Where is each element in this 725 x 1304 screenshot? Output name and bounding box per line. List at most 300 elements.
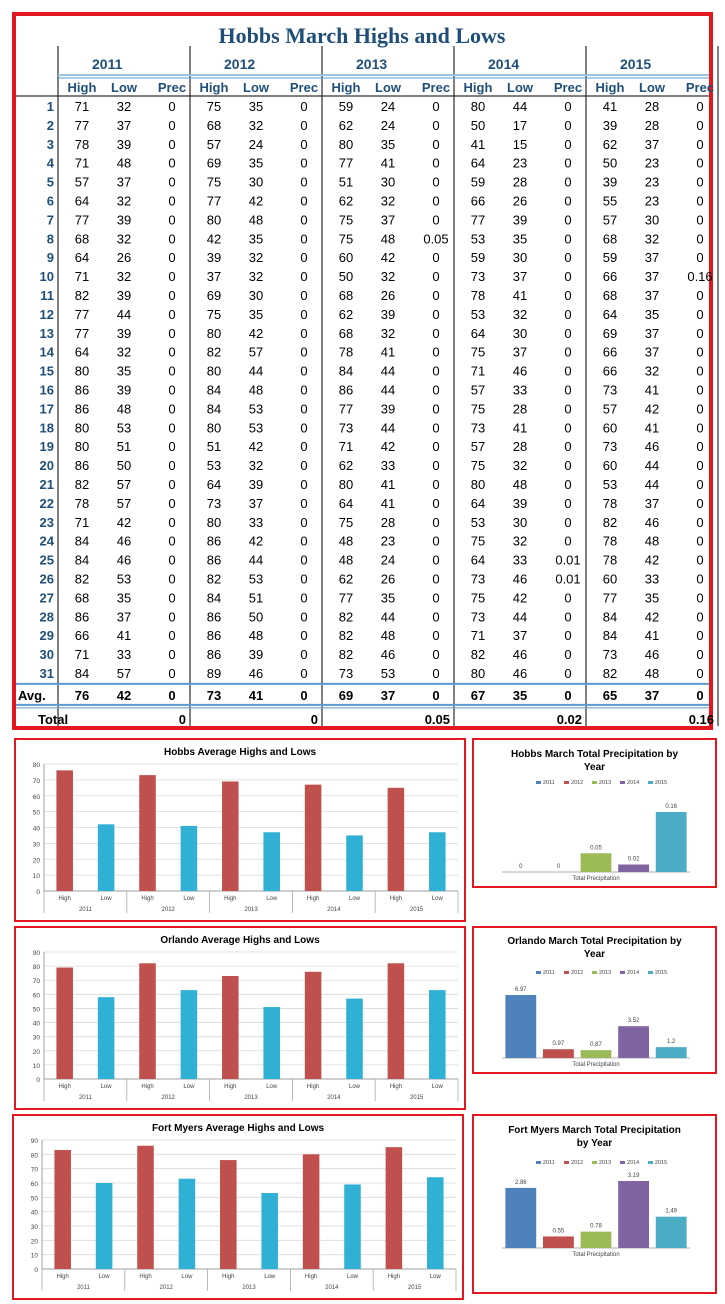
table-cell: 0	[432, 458, 440, 474]
table-cell: 53	[470, 306, 486, 322]
table-cell: 86	[338, 382, 354, 398]
table-cell: 30	[512, 250, 528, 266]
table-cell: 0	[564, 382, 572, 398]
table-cell: 0	[564, 193, 572, 209]
fortmyers-avg-ytick: 60	[30, 1181, 38, 1188]
table-cell: 0	[168, 288, 176, 303]
table-cell: 0	[432, 155, 440, 171]
table-cell: 71	[74, 155, 90, 171]
table-cell: 0	[696, 363, 704, 379]
table-cell: 84	[74, 533, 90, 549]
table-cell: 0	[432, 117, 440, 133]
table-cell: 37	[116, 609, 132, 625]
table-cell: 48	[512, 477, 528, 492]
table-cell: 33	[644, 571, 660, 587]
table-cell: 75	[470, 458, 486, 474]
table-cell: 0	[300, 420, 308, 436]
table-cell: 0	[300, 250, 308, 266]
day-number: 24	[39, 533, 54, 549]
table-cell: 89	[206, 666, 222, 681]
table-cell: 0	[168, 533, 176, 549]
table-cell: 86	[206, 609, 222, 625]
table-cell: 82	[74, 477, 90, 492]
table-cell: 53	[116, 571, 132, 587]
table-cell: 0	[168, 609, 176, 625]
hobbs-avg-bar-high	[388, 788, 405, 891]
table-cell: 71	[74, 647, 90, 663]
fortmyers-avg-ytick: 40	[30, 1209, 38, 1217]
table-cell: 0	[564, 514, 572, 530]
table-cell: 80	[206, 212, 222, 228]
total-cell: 0	[310, 711, 318, 727]
table-cell: 0	[168, 269, 176, 285]
table-cell: 0	[300, 514, 308, 530]
table-cell: 0	[168, 552, 176, 568]
table-cell: 0	[300, 609, 308, 625]
fortmyers-avg-bar-high	[220, 1160, 237, 1269]
orlando-avg-xcat: High	[389, 1084, 403, 1090]
hobbs-avg-chart	[14, 738, 466, 922]
table-cell: 0	[696, 212, 704, 228]
table-cell: 53	[602, 477, 618, 492]
table-cell: 0	[432, 552, 440, 568]
table-cell: 0	[168, 571, 176, 587]
table-cell: 44	[380, 609, 396, 625]
orlando-avg-bar-low	[263, 1007, 280, 1079]
hobbs-avg-ytick: 40	[32, 825, 40, 833]
fortmyers-precip-bar-2013	[581, 1232, 612, 1248]
table-cell: 35	[116, 363, 132, 379]
orlando-avg-ytick: 0	[36, 1077, 40, 1084]
table-cell: 82	[470, 647, 486, 663]
table-cell: 37	[206, 269, 222, 285]
avg-label: Avg.	[18, 687, 46, 703]
hobbs-avg-xcat: High	[141, 896, 154, 902]
day-number: 27	[39, 590, 54, 606]
table-title: Hobbs March Highs and Lows	[218, 23, 506, 48]
table-cell: 0	[564, 495, 572, 511]
table-cell: 77	[74, 117, 90, 133]
table-cell: 0	[300, 477, 308, 492]
table-cell: 0	[300, 117, 308, 133]
hobbs-avg-group-label: 2015	[409, 907, 424, 913]
orlando-precip-bar-2015	[656, 1047, 687, 1058]
hobbs-avg-xcat: Low	[431, 896, 443, 902]
table-cell: 41	[602, 99, 618, 114]
day-number: 30	[39, 647, 54, 663]
table-cell: 41	[512, 288, 528, 303]
day-number: 21	[39, 477, 54, 492]
table-cell: 68	[338, 325, 354, 341]
orlando-avg-group-label: 2011	[78, 1095, 92, 1101]
hobbs-avg-ytick: 20	[32, 857, 40, 865]
table-cell: 0	[432, 495, 440, 511]
orlando-avg-bar-high	[305, 972, 322, 1079]
orlando-precip-bar-2014	[618, 1026, 649, 1058]
table-cell: 57	[206, 136, 222, 152]
hobbs-precip-legend-swatch	[648, 781, 653, 784]
table-cell: 39	[116, 382, 132, 398]
table-cell: 32	[380, 325, 396, 341]
fortmyers-precip-data-label: 0.55	[552, 1228, 565, 1235]
table-cell: 82	[74, 571, 90, 587]
table-cell: 42	[116, 514, 132, 530]
orlando-avg-ytick: 50	[32, 1006, 40, 1014]
avg-cell: 65	[602, 687, 618, 703]
table-cell: 23	[644, 193, 660, 209]
fortmyers-precip-legend-swatch	[648, 1161, 653, 1164]
table-cell: 42	[248, 193, 264, 209]
table-cell: 80	[338, 136, 354, 152]
table-cell: 77	[338, 590, 354, 606]
table-cell: 46	[248, 666, 264, 681]
table-cell: 66	[470, 193, 486, 209]
table-cell: 0	[696, 609, 704, 625]
table-cell: 32	[116, 269, 132, 285]
table-cell: 84	[206, 401, 222, 417]
total-cell: 0.16	[688, 711, 714, 727]
fortmyers-avg-ytick: 10	[30, 1252, 38, 1260]
table-cell: 35	[248, 231, 264, 247]
table-cell: 42	[512, 590, 528, 606]
table-cell: 0	[300, 647, 308, 663]
orlando-precip-legend-swatch	[564, 971, 569, 974]
fortmyers-avg-bar-high	[137, 1146, 154, 1269]
table-cell: 28	[644, 99, 660, 114]
table-cell: 32	[116, 99, 132, 114]
table-cell: 42	[380, 439, 396, 455]
table-cell: 42	[206, 231, 222, 247]
fortmyers-precip-xlabel: Total Precipitation	[572, 1252, 620, 1258]
orlando-precip-legend-swatch	[592, 971, 597, 974]
table-cell: 0	[300, 363, 308, 379]
table-cell: 0	[168, 325, 176, 341]
col-header-prec: Prec	[553, 80, 583, 95]
table-cell: 59	[470, 174, 486, 190]
table-cell: 0	[564, 288, 572, 303]
table-cell: 0	[168, 250, 176, 266]
table-cell: 0	[300, 344, 308, 360]
table-cell: 30	[644, 212, 660, 228]
table-cell: 42	[644, 401, 660, 417]
fortmyers-precip-legend-label: 2012	[571, 1160, 584, 1166]
hobbs-precip-bar-2014	[618, 865, 649, 873]
table-cell: 48	[644, 533, 660, 549]
table-cell: 0	[300, 495, 308, 511]
table-cell: 0	[300, 325, 308, 341]
fortmyers-precip-title: by Year	[576, 1138, 613, 1149]
table-cell: 35	[116, 590, 132, 606]
total-cell: 0.05	[424, 711, 450, 727]
table-cell: 44	[380, 382, 396, 398]
fortmyers-precip-legend-swatch	[536, 1161, 541, 1164]
table-cell: 37	[644, 325, 660, 341]
orlando-precip-svg	[474, 928, 715, 1072]
table-cell: 32	[644, 231, 660, 247]
table-cell: 37	[512, 344, 528, 360]
table-cell: 32	[644, 363, 660, 379]
fortmyers-precip-title: Fort Myers March Total Precipitation	[508, 1125, 681, 1136]
orlando-avg-xcat: Low	[348, 1084, 361, 1090]
table-cell: 17	[512, 117, 528, 133]
table-cell: 0	[300, 401, 308, 417]
hobbs-precip-data-label: 0.16	[665, 804, 678, 810]
table-cell: 44	[380, 363, 396, 379]
fortmyers-avg-xcat: Low	[429, 1274, 441, 1280]
table-cell: 0	[696, 666, 704, 681]
table-cell: 53	[380, 666, 396, 681]
fortmyers-avg-xcat: High	[387, 1274, 401, 1280]
orlando-precip-bar-2011	[505, 995, 536, 1058]
fortmyers-avg-group-label: 2014	[325, 1285, 339, 1291]
fortmyers-avg-xcat: High	[304, 1274, 318, 1280]
table-cell: 24	[380, 99, 396, 114]
fortmyers-avg-xcat: Low	[98, 1274, 110, 1280]
table-cell: 46	[512, 666, 528, 681]
table-cell: 33	[380, 458, 396, 474]
table-cell: 0	[168, 174, 176, 190]
hobbs-avg-bar-low	[98, 824, 115, 891]
table-cell: 0	[300, 99, 308, 114]
table-cell: 0	[564, 401, 572, 417]
year-header-2014: 2014	[488, 56, 520, 72]
table-cell: 46	[380, 647, 396, 663]
table-cell: 55	[602, 193, 618, 209]
table-cell: 78	[74, 495, 90, 511]
table-cell: 0	[300, 269, 308, 285]
table-cell: 0	[696, 458, 704, 474]
table-cell: 0	[564, 99, 572, 114]
table-cell: 82	[338, 628, 354, 644]
table-cell: 62	[338, 458, 354, 474]
fortmyers-precip-data-label: 1.49	[665, 1208, 678, 1215]
table-cell: 0	[432, 628, 440, 644]
hobbs-avg-ytick: 50	[32, 809, 40, 817]
avg-cell: 0	[300, 687, 308, 703]
table-cell: 0	[168, 344, 176, 360]
table-cell: 0	[432, 99, 440, 114]
table-cell: 80	[206, 420, 222, 436]
table-cell: 0	[696, 420, 704, 436]
table-cell: 0	[300, 155, 308, 171]
table-cell: 77	[470, 212, 486, 228]
day-number: 14	[39, 344, 54, 360]
table-cell: 28	[380, 514, 396, 530]
day-number: 15	[39, 363, 54, 379]
day-number: 31	[39, 666, 54, 681]
table-cell: 0	[432, 571, 440, 587]
table-cell: 39	[248, 647, 264, 663]
table-cell: 0	[432, 401, 440, 417]
table-cell: 57	[248, 344, 264, 360]
orlando-precip-title: Orlando March Total Precipitation by	[507, 936, 682, 947]
table-canvas	[16, 16, 715, 727]
fortmyers-avg-xcat: High	[222, 1274, 235, 1280]
orlando-precip-legend-swatch	[536, 971, 541, 974]
table-cell: 73	[602, 647, 618, 663]
table-cell: 0	[432, 212, 440, 228]
orlando-precip-xlabel: Total Precipitation	[572, 1062, 620, 1068]
table-cell: 46	[512, 571, 528, 587]
table-cell: 33	[116, 647, 132, 663]
table-cell: 0	[168, 193, 176, 209]
table-cell: 78	[602, 495, 618, 511]
table-cell: 0	[564, 325, 572, 341]
col-header-prec: Prec	[289, 80, 319, 95]
table-cell: 53	[248, 420, 264, 436]
table-cell: 46	[116, 552, 132, 568]
orlando-avg-chart	[14, 926, 466, 1110]
table-cell: 77	[602, 590, 618, 606]
table-cell: 42	[248, 325, 264, 341]
table-cell: 0	[564, 420, 572, 436]
day-number: 13	[39, 325, 54, 341]
table-cell: 0	[300, 382, 308, 398]
table-cell: 77	[74, 306, 90, 322]
table-cell: 68	[74, 231, 90, 247]
table-cell: 28	[512, 401, 528, 417]
table-cell: 73	[470, 269, 486, 285]
table-cell: 0	[168, 495, 176, 511]
table-cell: 0	[696, 288, 704, 303]
table-cell: 60	[602, 571, 618, 587]
table-cell: 0	[564, 590, 572, 606]
fortmyers-avg-xcat: Low	[181, 1274, 193, 1280]
orlando-precip-legend-swatch	[620, 971, 625, 974]
orlando-precip-legend-label: 2011	[543, 970, 555, 976]
table-cell: 62	[338, 306, 354, 322]
orlando-precip-legend-label: 2014	[627, 970, 640, 976]
orlando-precip-chart	[472, 926, 717, 1074]
table-cell: 0	[432, 174, 440, 190]
table-cell: 48	[248, 212, 264, 228]
table-cell: 60	[602, 458, 618, 474]
table-cell: 0	[432, 363, 440, 379]
table-cell: 0	[564, 477, 572, 492]
table-cell: 0	[696, 382, 704, 398]
table-cell: 15	[512, 136, 528, 152]
table-cell: 0	[696, 590, 704, 606]
table-cell: 35	[380, 136, 396, 152]
table-cell: 39	[602, 117, 618, 133]
orlando-precip-data-label: 0.97	[552, 1041, 565, 1048]
table-cell: 84	[74, 552, 90, 568]
table-cell: 0.16	[687, 269, 713, 285]
table-cell: 0	[564, 306, 572, 322]
table-cell: 0	[696, 571, 704, 587]
orlando-avg-xcat: High	[141, 1084, 154, 1090]
table-cell: 39	[116, 325, 132, 341]
hobbs-avg-xcat: High	[389, 896, 403, 902]
table-cell: 0	[168, 382, 176, 398]
table-cell: 32	[380, 269, 396, 285]
table-cell: 86	[74, 609, 90, 625]
avg-cell: 41	[248, 687, 264, 703]
hobbs-avg-bar-high	[305, 785, 322, 891]
table-cell: 68	[602, 288, 618, 303]
table-cell: 0	[168, 231, 176, 247]
fortmyers-avg-ytick: 30	[30, 1224, 38, 1231]
col-header-prec: Prec	[421, 80, 451, 95]
table-cell: 0	[300, 439, 308, 455]
table-cell: 0	[696, 477, 704, 492]
table-cell: 0	[432, 382, 440, 398]
col-header-high: High	[199, 80, 229, 95]
orlando-avg-ytick: 20	[32, 1048, 40, 1056]
table-cell: 0	[300, 666, 308, 681]
hobbs-avg-bar-high	[56, 770, 73, 891]
table-cell: 86	[206, 533, 222, 549]
table-cell: 0	[696, 117, 704, 133]
table-cell: 32	[380, 193, 396, 209]
table-cell: 64	[74, 344, 90, 360]
orlando-avg-bar-low	[429, 990, 446, 1079]
fortmyers-precip-legend-swatch	[620, 1161, 625, 1164]
table-cell: 77	[338, 401, 354, 417]
table-cell: 0	[696, 325, 704, 341]
table-cell: 0	[432, 269, 440, 285]
table-cell: 44	[380, 420, 396, 436]
fortmyers-avg-group-label: 2011	[76, 1285, 90, 1291]
hobbs-avg-bar-low	[181, 826, 198, 891]
hobbs-avg-group-label: 2011	[78, 907, 92, 913]
table-cell: 77	[74, 325, 90, 341]
table-cell: 0	[564, 344, 572, 360]
avg-cell: 42	[116, 687, 132, 703]
table-cell: 0	[564, 250, 572, 266]
table-cell: 0	[168, 212, 176, 228]
orlando-avg-ytick: 70	[32, 978, 40, 986]
table-cell: 0	[696, 231, 704, 247]
table-cell: 66	[602, 363, 618, 379]
table-cell: 0	[432, 193, 440, 209]
table-cell: 46	[644, 514, 660, 530]
table-cell: 86	[206, 552, 222, 568]
table-cell: 80	[74, 363, 90, 379]
orlando-avg-ytick: 30	[32, 1034, 40, 1042]
orlando-avg-group-label: 2013	[244, 1095, 258, 1101]
table-cell: 0	[432, 533, 440, 549]
table-cell: 41	[116, 628, 132, 644]
table-cell: 41	[380, 344, 396, 360]
hobbs-avg-xcat: Low	[183, 896, 195, 902]
table-cell: 0	[168, 420, 176, 436]
table-cell: 0	[696, 514, 704, 530]
table-cell: 57	[116, 477, 132, 492]
table-cell: 0	[432, 439, 440, 455]
table-cell: 71	[470, 363, 486, 379]
fortmyers-avg-group-label: 2012	[159, 1285, 173, 1291]
day-number: 9	[46, 250, 54, 266]
table-cell: 0	[564, 212, 572, 228]
table-cell: 57	[116, 495, 132, 511]
table-cell: 62	[338, 193, 354, 209]
hobbs-avg-ytick: 30	[32, 841, 40, 849]
table-cell: 71	[74, 514, 90, 530]
table-cell: 0	[300, 306, 308, 322]
day-number: 25	[39, 552, 54, 568]
table-cell: 39	[248, 477, 264, 492]
col-header-high: High	[595, 80, 625, 95]
table-cell: 0	[696, 250, 704, 266]
table-cell: 66	[74, 628, 90, 644]
fortmyers-precip-legend-label: 2011	[543, 1160, 555, 1166]
table-cell: 48	[116, 401, 132, 417]
hobbs-precip-chart	[472, 738, 717, 888]
hobbs-precip-legend-label: 2011	[543, 780, 555, 786]
avg-cell: 0	[564, 687, 572, 703]
table-cell: 69	[602, 325, 618, 341]
